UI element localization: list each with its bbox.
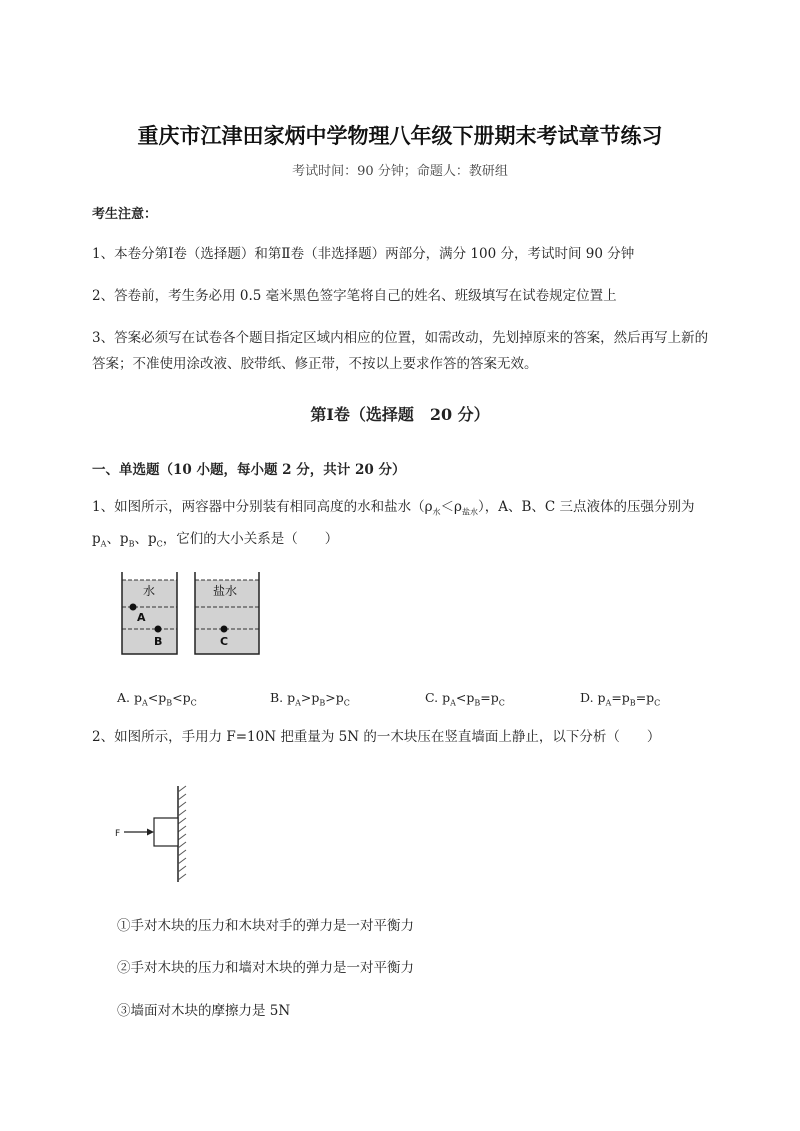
statement-2: ②手对木块的压力和墙对木块的弹力是一对平衡力 bbox=[117, 960, 414, 976]
point-a-dot bbox=[130, 604, 137, 611]
section-title: 第Ⅰ卷（选择题 20 分） bbox=[310, 405, 490, 424]
q1-sep1: 、p bbox=[106, 530, 129, 547]
q1-sub-c: C bbox=[156, 539, 163, 549]
opt-b-r2: >p bbox=[325, 690, 344, 705]
label-water: 水 bbox=[143, 584, 156, 598]
opt-b-s3: C bbox=[343, 698, 350, 708]
option-c[interactable] bbox=[425, 690, 505, 708]
option-a[interactable] bbox=[117, 690, 197, 708]
question-1-text bbox=[92, 494, 712, 557]
q1-text-b: ），A、B、C 三点液体的压强分别为 bbox=[477, 499, 695, 515]
point-c-dot bbox=[221, 626, 228, 633]
opt-d-s2: B bbox=[629, 698, 636, 708]
point-a-label: A bbox=[137, 611, 146, 624]
point-b-dot bbox=[155, 626, 162, 633]
point-b-label: B bbox=[154, 635, 163, 648]
opt-b-s2: B bbox=[319, 698, 326, 708]
force-arrow-head bbox=[147, 829, 154, 836]
wooden-block bbox=[154, 818, 178, 846]
opt-d-r2: =p bbox=[635, 690, 655, 705]
q1-sub-a: A bbox=[100, 539, 107, 549]
opt-c-s1: A bbox=[450, 698, 456, 708]
opt-a-s3: C bbox=[190, 698, 197, 708]
opt-d-s3: C bbox=[654, 698, 661, 708]
opt-d-s1: A bbox=[605, 698, 612, 708]
opt-d-prefix: D. p bbox=[580, 690, 606, 705]
containers-figure bbox=[118, 570, 263, 658]
opt-c-r1: <p bbox=[455, 690, 475, 705]
q1-sub-b: B bbox=[128, 539, 135, 549]
wall-hatching bbox=[178, 786, 186, 880]
opt-a-r2: <p bbox=[172, 690, 191, 705]
opt-c-s3: C bbox=[498, 698, 505, 708]
opt-b-s1: A bbox=[295, 698, 301, 708]
q1-sub-salt: 盐水 bbox=[461, 507, 478, 517]
opt-a-r1: <p bbox=[147, 690, 167, 705]
opt-a-s1: A bbox=[141, 698, 148, 708]
opt-a-prefix: A. p bbox=[117, 690, 142, 705]
opt-b-prefix: B. p bbox=[270, 690, 296, 705]
opt-a-s2: B bbox=[166, 698, 173, 708]
part-title: 一、单选题（10 小题，每小题 2 分，共计 20 分） bbox=[92, 462, 406, 478]
point-c-label: C bbox=[220, 635, 229, 648]
q1-lt: ＜ρ bbox=[440, 499, 462, 515]
q1-text-c: ，它们的大小关系是（ ） bbox=[162, 530, 339, 547]
option-b[interactable] bbox=[270, 690, 350, 708]
label-salt-water: 盐水 bbox=[213, 584, 238, 598]
q1-p: p bbox=[92, 530, 101, 547]
force-label: F bbox=[115, 829, 121, 839]
question-2-text: 2、如图所示，手用力 F=10N 把重量为 5N 的一木块压在竖直墙面上静止，以下分析（ ） bbox=[92, 729, 661, 745]
q1-sep2: 、p bbox=[134, 530, 157, 547]
q1-text-a: 1、如图所示，两容器中分别装有相同高度的水和盐水（ρ bbox=[92, 499, 433, 515]
notice-item-3: 3、答案必须写在试卷各个题目指定区域内相应的位置，如需改动，先划掉原来的答案，然后再写上新的答案；不准使用涂改液、胶带纸、修正带，不按以上要求作答的答案无效。 bbox=[92, 330, 709, 372]
page-title: 重庆市江津田家炳中学物理八年级下册期末考试章节练习 bbox=[137, 123, 663, 148]
notice-heading: 考生注意： bbox=[92, 207, 158, 222]
wall-block-figure bbox=[110, 782, 210, 886]
opt-b-r1: >p bbox=[300, 690, 320, 705]
option-d[interactable] bbox=[580, 690, 660, 708]
opt-c-r2: =p bbox=[480, 690, 499, 705]
statement-1: ①手对木块的压力和木块对手的弹力是一对平衡力 bbox=[117, 918, 414, 934]
q1-sub-water: 水 bbox=[432, 507, 441, 517]
opt-c-s2: B bbox=[474, 698, 481, 708]
opt-c-prefix: C. p bbox=[425, 690, 451, 705]
notice-item-2: 2、答卷前，考生务必用 0.5 毫米黑色签字笔将自己的姓名、班级填写在试卷规定位置上 bbox=[92, 288, 617, 304]
notice-item-1: 1、本卷分第Ⅰ卷（选择题）和第Ⅱ卷（非选择题）两部分，满分 100 分，考试时间 90 分钟 bbox=[92, 246, 635, 262]
opt-d-r1: =p bbox=[611, 690, 630, 705]
statement-3: ③墙面对木块的摩擦力是 5N bbox=[117, 1003, 291, 1019]
exam-subtitle: 考试时间：90 分钟；命题人：教研组 bbox=[292, 164, 508, 179]
